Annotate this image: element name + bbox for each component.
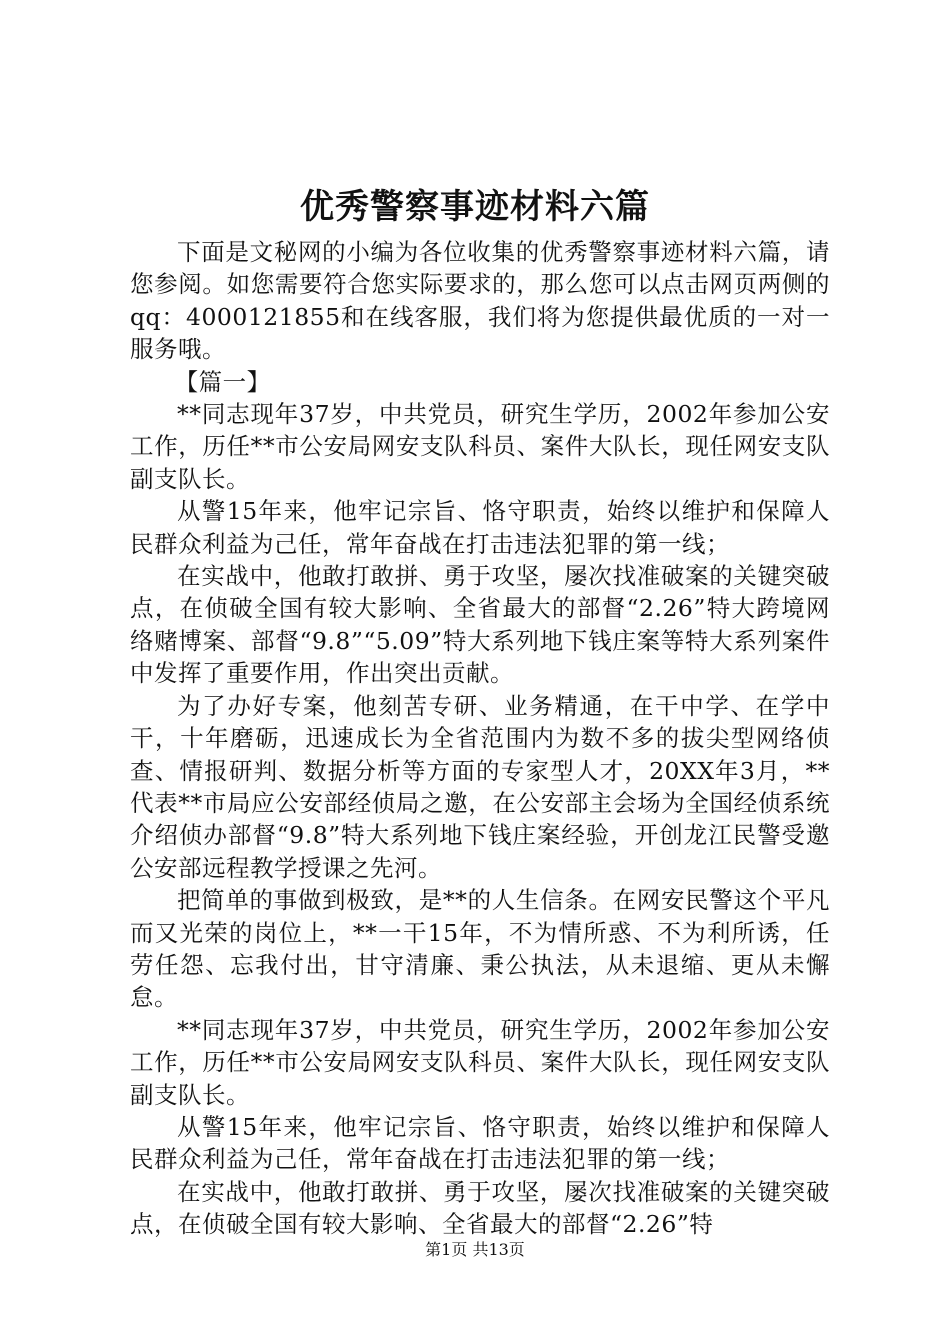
document-body	[130, 236, 830, 1241]
body-paragraph: 在实战中，他敢打敢拼、勇于攻坚，屡次找准破案的关键突破点，在侦破全国有较大影响、全省最大的部督“2.26”特大跨境网络赌博案、部督“9.8”“5.09”特大系列地下钱庄案等特大系列案件中发挥了重要作用，作出突出贡献。	[130, 562, 830, 688]
body-paragraph: 在实战中，他敢打敢拼、勇于攻坚，屡次找准破案的关键突破点，在侦破全国有较大影响、全省最大的部督“2.26”特	[130, 1177, 830, 1239]
section-heading: 【篇一】	[174, 367, 271, 396]
page-footer: 第1页 共13页	[425, 1240, 525, 1259]
document-title: 优秀警察事迹材料六篇	[300, 187, 650, 227]
body-paragraph: 从警15年来，他牢记宗旨、恪守职责，始终以维护和保障人民群众利益为己任，常年奋战在打击违法犯罪的第一线；	[130, 1112, 830, 1174]
body-paragraph: 为了办好专案，他刻苦专研、业务精通，在干中学、在学中干，十年磨砺，迅速成长为全省范围内为数不多的拔尖型网络侦查、情报研判、数据分析等方面的专家型人才，20XX年3月，**代表**市局应公安部经侦局之邀，在公安部主会场为全国经侦系统介绍侦办部督“9.8”特大系列地下钱庄案经验，开创龙江民警受邀公安部远程教学授课之先河。	[130, 691, 830, 882]
body-paragraph: 从警15年来，他牢记宗旨、恪守职责，始终以维护和保障人民群众利益为己任，常年奋战在打击违法犯罪的第一线；	[130, 497, 830, 558]
body-paragraph: **同志现年37岁，中共党员，研究生学历，2002年参加公安工作，历任**市公安局网安支队科员、案件大队长，现任网安支队副支队长。	[130, 400, 830, 493]
body-paragraph: 把简单的事做到极致，是**的人生信条。在网安民警这个平凡而又光荣的岗位上，**一干15年，不为情所惑、不为利所诱，任劳任怨、忘我付出，甘守清廉、秉公执法，从未退缩、更从未懈怠。	[130, 886, 830, 1012]
intro-paragraph: 下面是文秘网的小编为各位收集的优秀警察事迹材料六篇，请您参阅。如您需要符合您实际要求的，那么您可以点击网页两侧的qq：4000121855和在线客服，我们将为您提供最优质的一对一服务哦。	[130, 238, 830, 364]
body-paragraph: **同志现年37岁，中共党员，研究生学历，2002年参加公安工作，历任**市公安局网安支队科员、案件大队长，现任网安支队副支队长。	[130, 1015, 830, 1109]
